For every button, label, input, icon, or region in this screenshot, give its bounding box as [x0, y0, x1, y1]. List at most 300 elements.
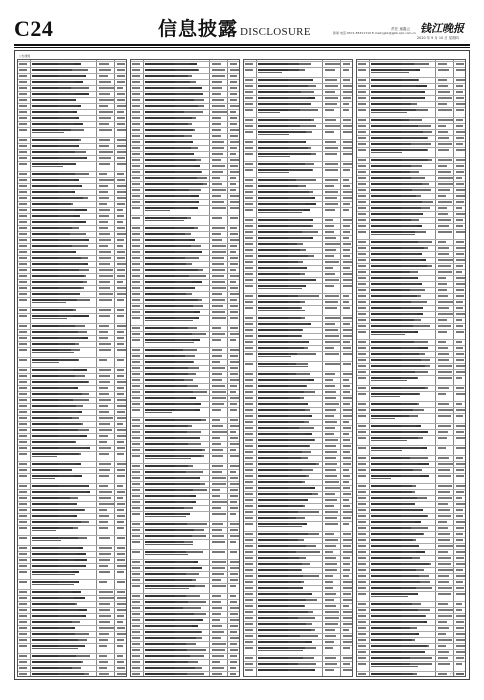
- row-code: [230, 625, 238, 627]
- row-number: [245, 347, 253, 349]
- row-description: [175, 93, 203, 95]
- row-number: [132, 437, 140, 439]
- row-value: [438, 253, 449, 255]
- row-description: [175, 63, 189, 65]
- row-number: [245, 557, 253, 559]
- row-value: [325, 391, 336, 393]
- row-value: [99, 411, 109, 413]
- row-value: [438, 359, 449, 361]
- row-number: [358, 387, 366, 389]
- row-value: [99, 293, 113, 295]
- row-number: [358, 663, 366, 665]
- row-number: [358, 581, 366, 583]
- row-number: [132, 455, 140, 457]
- row-description: [401, 325, 430, 327]
- row-description: [58, 185, 80, 187]
- row-code: [456, 581, 463, 583]
- row-description: [288, 581, 304, 583]
- row-code: [456, 485, 465, 487]
- row-number: [132, 333, 140, 335]
- row-number: [19, 359, 27, 361]
- row-value: [99, 375, 110, 377]
- row-number: [358, 195, 366, 197]
- row-code: [456, 331, 464, 333]
- row-description: [58, 423, 83, 425]
- row-number: [132, 529, 140, 531]
- row-code: [343, 657, 352, 659]
- row-code: [117, 139, 126, 141]
- row-description: [175, 153, 193, 155]
- table-row: [244, 305, 352, 315]
- row-description: [58, 309, 76, 311]
- row-description: [401, 615, 426, 617]
- row-number: [358, 331, 366, 333]
- row-value: [212, 443, 221, 445]
- row-value: [325, 605, 336, 607]
- row-code: [343, 641, 352, 643]
- row-value: [438, 431, 448, 433]
- row-number: [19, 399, 27, 401]
- row-title: [145, 87, 202, 89]
- row-value: [99, 111, 113, 113]
- row-number: [358, 639, 366, 641]
- row-value: [99, 105, 108, 107]
- row-code: [343, 469, 349, 471]
- row-code: [230, 367, 238, 369]
- row-value: [325, 593, 336, 595]
- row-value: [438, 277, 446, 279]
- row-description: [58, 99, 75, 101]
- row-number: [19, 509, 27, 511]
- table-row: [18, 161, 126, 171]
- row-description: [58, 393, 89, 395]
- row-code: [343, 397, 352, 399]
- row-value: [325, 421, 337, 423]
- row-description: [288, 237, 310, 239]
- row-number: [132, 159, 140, 161]
- row-number: [19, 491, 27, 493]
- row-number: [19, 463, 27, 465]
- row-subtitle: [371, 334, 405, 336]
- row-number: [132, 153, 140, 155]
- row-value: [99, 547, 112, 549]
- row-code: [343, 179, 349, 181]
- row-number: [19, 233, 27, 235]
- row-description: [58, 179, 74, 181]
- row-description: [175, 195, 191, 197]
- row-description: [175, 263, 192, 265]
- row-number: [132, 661, 140, 663]
- row-code: [456, 431, 464, 433]
- row-description: [58, 215, 73, 217]
- row-description: [288, 131, 312, 133]
- row-description: [288, 641, 305, 643]
- row-code: [117, 393, 124, 395]
- row-subtitle: [371, 440, 407, 442]
- row-number: [19, 581, 27, 583]
- row-number: [19, 191, 27, 193]
- row-code: [117, 581, 125, 583]
- row-title: [371, 347, 428, 349]
- row-value: [212, 201, 224, 203]
- row-description: [58, 521, 89, 523]
- row-description: [401, 85, 416, 87]
- row-description: [401, 177, 425, 179]
- row-code: [456, 353, 464, 355]
- row-value: [212, 147, 224, 149]
- row-value: [212, 87, 222, 89]
- row-description: [58, 63, 74, 65]
- row-value: [325, 85, 338, 87]
- row-number: [245, 63, 253, 65]
- row-code: [456, 575, 465, 577]
- row-value: [212, 449, 223, 451]
- row-description: [401, 415, 418, 417]
- row-value: [438, 365, 452, 367]
- row-description: [175, 183, 207, 185]
- row-description: [175, 601, 206, 603]
- row-description: [58, 105, 78, 107]
- row-subtitle: [32, 584, 74, 586]
- row-number: [19, 111, 27, 113]
- row-value: [325, 403, 339, 405]
- row-description: [175, 275, 206, 277]
- row-code: [343, 415, 353, 417]
- row-number: [245, 463, 253, 465]
- row-number: [19, 375, 27, 377]
- row-number: [245, 69, 253, 71]
- row-code: [456, 195, 465, 197]
- row-number: [132, 129, 140, 131]
- row-code: [456, 475, 464, 477]
- row-value: [99, 463, 111, 465]
- row-value: [438, 331, 447, 333]
- row-description: [175, 217, 191, 219]
- row-description: [401, 575, 429, 577]
- row-value: [212, 207, 226, 209]
- row-code: [230, 373, 238, 375]
- row-value: [325, 587, 333, 589]
- row-description: [288, 261, 303, 263]
- row-value: [325, 243, 340, 245]
- row-value: [325, 635, 336, 637]
- row-number: [19, 343, 27, 345]
- row-code: [230, 217, 238, 219]
- row-code: [456, 539, 463, 541]
- row-code: [117, 185, 126, 187]
- row-description: [401, 633, 416, 635]
- row-code: [230, 257, 238, 259]
- row-description: [58, 565, 84, 567]
- row-number: [19, 627, 27, 629]
- row-description: [288, 373, 310, 375]
- row-code: [230, 541, 236, 543]
- row-code: [230, 595, 236, 597]
- row-code: [230, 631, 237, 633]
- row-code: [343, 141, 352, 143]
- row-description: [288, 169, 313, 171]
- row-code: [117, 227, 125, 229]
- row-code: [456, 491, 464, 493]
- table-row: [357, 473, 465, 483]
- table-row: [18, 313, 126, 323]
- row-code: [456, 371, 465, 373]
- row-number: [19, 93, 27, 95]
- row-code: [117, 503, 125, 505]
- row-description: [175, 311, 194, 313]
- row-value: [212, 257, 224, 259]
- row-description: [58, 463, 76, 465]
- row-code: [456, 569, 463, 571]
- row-number: [132, 349, 140, 351]
- row-code: [343, 499, 349, 501]
- row-number: [358, 415, 366, 417]
- row-code: [456, 627, 464, 629]
- header-rule: [14, 44, 470, 46]
- row-number: [19, 475, 27, 477]
- row-value: [212, 495, 220, 497]
- table-row: [18, 535, 126, 545]
- row-description: [175, 245, 201, 247]
- row-number: [245, 179, 253, 181]
- row-number: [358, 645, 366, 647]
- row-value: [325, 267, 333, 269]
- row-description: [175, 419, 206, 421]
- row-value: [438, 213, 448, 215]
- row-code: [343, 209, 349, 211]
- row-number: [245, 191, 253, 193]
- row-description: [401, 195, 421, 197]
- row-description: [288, 353, 316, 355]
- table-row: [244, 361, 352, 371]
- row-description: [175, 431, 201, 433]
- row-code: [117, 667, 125, 669]
- row-value: [212, 69, 225, 71]
- row-description: [401, 341, 428, 343]
- row-description: [175, 471, 203, 473]
- row-description: [288, 97, 308, 99]
- row-code: [117, 293, 126, 295]
- row-value: [325, 445, 336, 447]
- row-value: [212, 595, 221, 597]
- row-value: [325, 427, 335, 429]
- row-value: [325, 557, 336, 559]
- row-value: [212, 409, 221, 411]
- row-value: [212, 333, 225, 335]
- row-value: [438, 283, 447, 285]
- row-number: [19, 441, 27, 443]
- row-number: [358, 371, 366, 373]
- row-value: [212, 631, 224, 633]
- row-value: [212, 507, 221, 509]
- row-code: [117, 157, 125, 159]
- row-number: [19, 381, 27, 383]
- row-description: [58, 239, 85, 241]
- row-number: [19, 633, 27, 635]
- row-value: [99, 309, 111, 311]
- row-number: [132, 361, 140, 363]
- row-description: [288, 335, 302, 337]
- row-code: [230, 171, 239, 173]
- listing-column: [130, 59, 240, 677]
- row-title: [145, 281, 202, 283]
- row-code: [456, 403, 462, 405]
- row-number: [358, 403, 366, 405]
- row-description: [58, 145, 77, 147]
- row-value: [325, 341, 340, 343]
- table-row: [244, 67, 352, 77]
- row-value: [99, 405, 108, 407]
- row-code: [230, 579, 238, 581]
- row-number: [19, 215, 27, 217]
- row-value: [212, 373, 222, 375]
- row-number: [245, 629, 253, 631]
- row-description: [288, 657, 314, 659]
- row-code: [117, 435, 127, 437]
- row-description: [58, 509, 85, 511]
- row-description: [288, 469, 313, 471]
- row-code: [117, 281, 123, 283]
- row-code: [456, 545, 465, 547]
- row-number: [132, 69, 140, 71]
- row-value: [325, 641, 334, 643]
- row-description: [175, 523, 207, 525]
- row-description: [175, 201, 197, 203]
- row-description: [401, 551, 416, 553]
- row-code: [456, 277, 465, 279]
- row-number: [358, 247, 366, 249]
- row-value: [212, 607, 222, 609]
- row-value: [325, 237, 336, 239]
- row-number: [245, 469, 253, 471]
- table-row: [18, 347, 126, 357]
- row-description: [58, 287, 84, 289]
- row-value: [99, 469, 110, 471]
- row-value: [99, 661, 108, 663]
- row-code: [343, 427, 351, 429]
- row-number: [19, 281, 27, 283]
- row-value: [99, 447, 111, 449]
- row-number: [19, 655, 27, 657]
- row-value: [99, 435, 108, 437]
- row-value: [99, 453, 109, 455]
- row-description: [175, 561, 194, 563]
- row-description: [401, 149, 428, 151]
- row-description: [58, 453, 81, 455]
- table-row: [18, 473, 126, 483]
- row-subtitle: [32, 456, 57, 458]
- row-description: [58, 621, 80, 623]
- row-code: [117, 209, 123, 211]
- row-code: [343, 493, 351, 495]
- row-value: [438, 313, 453, 315]
- row-value: [212, 619, 220, 621]
- row-description: [401, 503, 415, 505]
- row-description: [58, 591, 72, 593]
- table-row: [244, 283, 352, 293]
- row-code: [230, 93, 237, 95]
- row-value: [438, 633, 446, 635]
- row-description: [175, 437, 200, 439]
- row-description: [58, 581, 78, 583]
- row-number: [132, 257, 140, 259]
- row-number: [245, 415, 253, 417]
- row-code: [456, 425, 466, 427]
- row-description: [175, 299, 202, 301]
- row-number: [245, 335, 253, 337]
- row-description: [288, 517, 305, 519]
- row-description: [401, 431, 421, 433]
- row-value: [438, 189, 450, 191]
- row-description: [401, 241, 432, 243]
- row-value: [212, 573, 224, 575]
- row-value: [99, 639, 108, 641]
- row-number: [245, 163, 253, 165]
- row-value: [99, 645, 107, 647]
- row-number: [245, 103, 253, 105]
- row-value: [325, 563, 337, 565]
- row-description: [288, 457, 308, 459]
- row-number: [358, 569, 366, 571]
- row-code: [230, 275, 240, 277]
- row-subtitle: [32, 132, 64, 134]
- row-code: [230, 207, 239, 209]
- row-code: [456, 137, 464, 139]
- row-code: [456, 663, 462, 665]
- row-number: [19, 597, 27, 599]
- row-number: [358, 527, 366, 529]
- row-value: [212, 239, 222, 241]
- row-value: [438, 621, 447, 623]
- row-number: [358, 319, 366, 321]
- row-code: [230, 269, 236, 271]
- row-value: [438, 503, 448, 505]
- row-value: [325, 273, 335, 275]
- row-description: [175, 87, 189, 89]
- row-value: [325, 261, 339, 263]
- row-value: [212, 403, 224, 405]
- table-row: [18, 127, 126, 137]
- row-description: [58, 559, 74, 561]
- row-value: [212, 117, 221, 119]
- row-number: [245, 91, 253, 93]
- row-description: [401, 347, 418, 349]
- row-code: [230, 501, 237, 503]
- row-description: [175, 339, 192, 341]
- row-number: [245, 409, 253, 411]
- row-value: [99, 173, 107, 175]
- row-value: [99, 145, 109, 147]
- row-value: [99, 393, 109, 395]
- row-number: [245, 261, 253, 263]
- row-number: [19, 527, 27, 529]
- row-value: [212, 123, 221, 125]
- row-description: [401, 645, 429, 647]
- row-description: [288, 505, 305, 507]
- row-code: [343, 131, 352, 133]
- row-description: [175, 631, 202, 633]
- row-description: [58, 475, 74, 477]
- row-number: [132, 275, 140, 277]
- row-description: [288, 397, 304, 399]
- row-description: [288, 403, 306, 405]
- row-number: [132, 579, 140, 581]
- row-subtitle: [145, 516, 186, 518]
- row-number: [245, 657, 253, 659]
- row-code: [456, 377, 462, 379]
- row-description: [401, 463, 418, 465]
- row-number: [358, 515, 366, 517]
